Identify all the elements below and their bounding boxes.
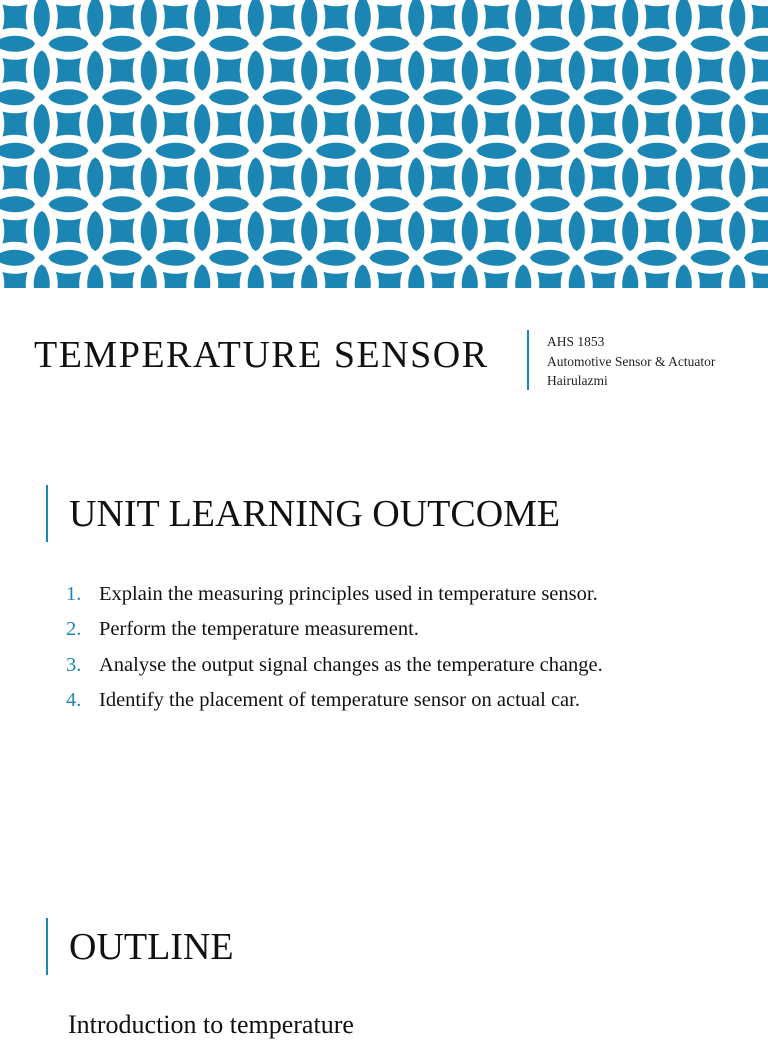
list-item-text: Analyse the output signal changes as the temperature change. <box>99 654 603 676</box>
list-number: 3. <box>66 648 99 683</box>
outline-slide <box>0 870 768 1024</box>
learning-outcome-slide <box>0 430 768 870</box>
subtitle-block <box>547 332 715 391</box>
list-item-text: Explain the measuring principles used in temperature sensor. <box>99 583 598 605</box>
course-name: Automotive Sensor & Actuator <box>547 352 715 372</box>
list-item <box>66 612 603 647</box>
outcome-list <box>66 577 603 718</box>
list-item-text: Perform the temperature measurement. <box>99 618 419 640</box>
list-item <box>66 683 603 718</box>
heading-accent-bar <box>46 485 48 542</box>
list-item-text: Identify the placement of temperature sensor on actual car. <box>99 689 580 711</box>
list-number: 2. <box>66 612 99 647</box>
presentation-title: TEMPERATURE SENSOR <box>34 333 489 377</box>
course-code: AHS 1853 <box>547 332 715 352</box>
lecturer-name: Hairulazmi <box>547 371 715 391</box>
list-item <box>66 648 603 683</box>
learning-outcome-heading: UNIT LEARNING OUTCOME <box>69 492 560 536</box>
title-slide <box>0 288 768 430</box>
interlocking-circles-pattern <box>0 0 768 288</box>
title-divider <box>527 330 529 390</box>
outline-heading: OUTLINE <box>69 925 234 969</box>
outline-item: Introduction to temperature <box>68 1010 354 1040</box>
list-number: 1. <box>66 577 99 612</box>
list-item <box>66 577 603 612</box>
list-number: 4. <box>66 683 99 718</box>
banner-pattern <box>0 0 768 288</box>
heading-accent-bar <box>46 918 48 975</box>
